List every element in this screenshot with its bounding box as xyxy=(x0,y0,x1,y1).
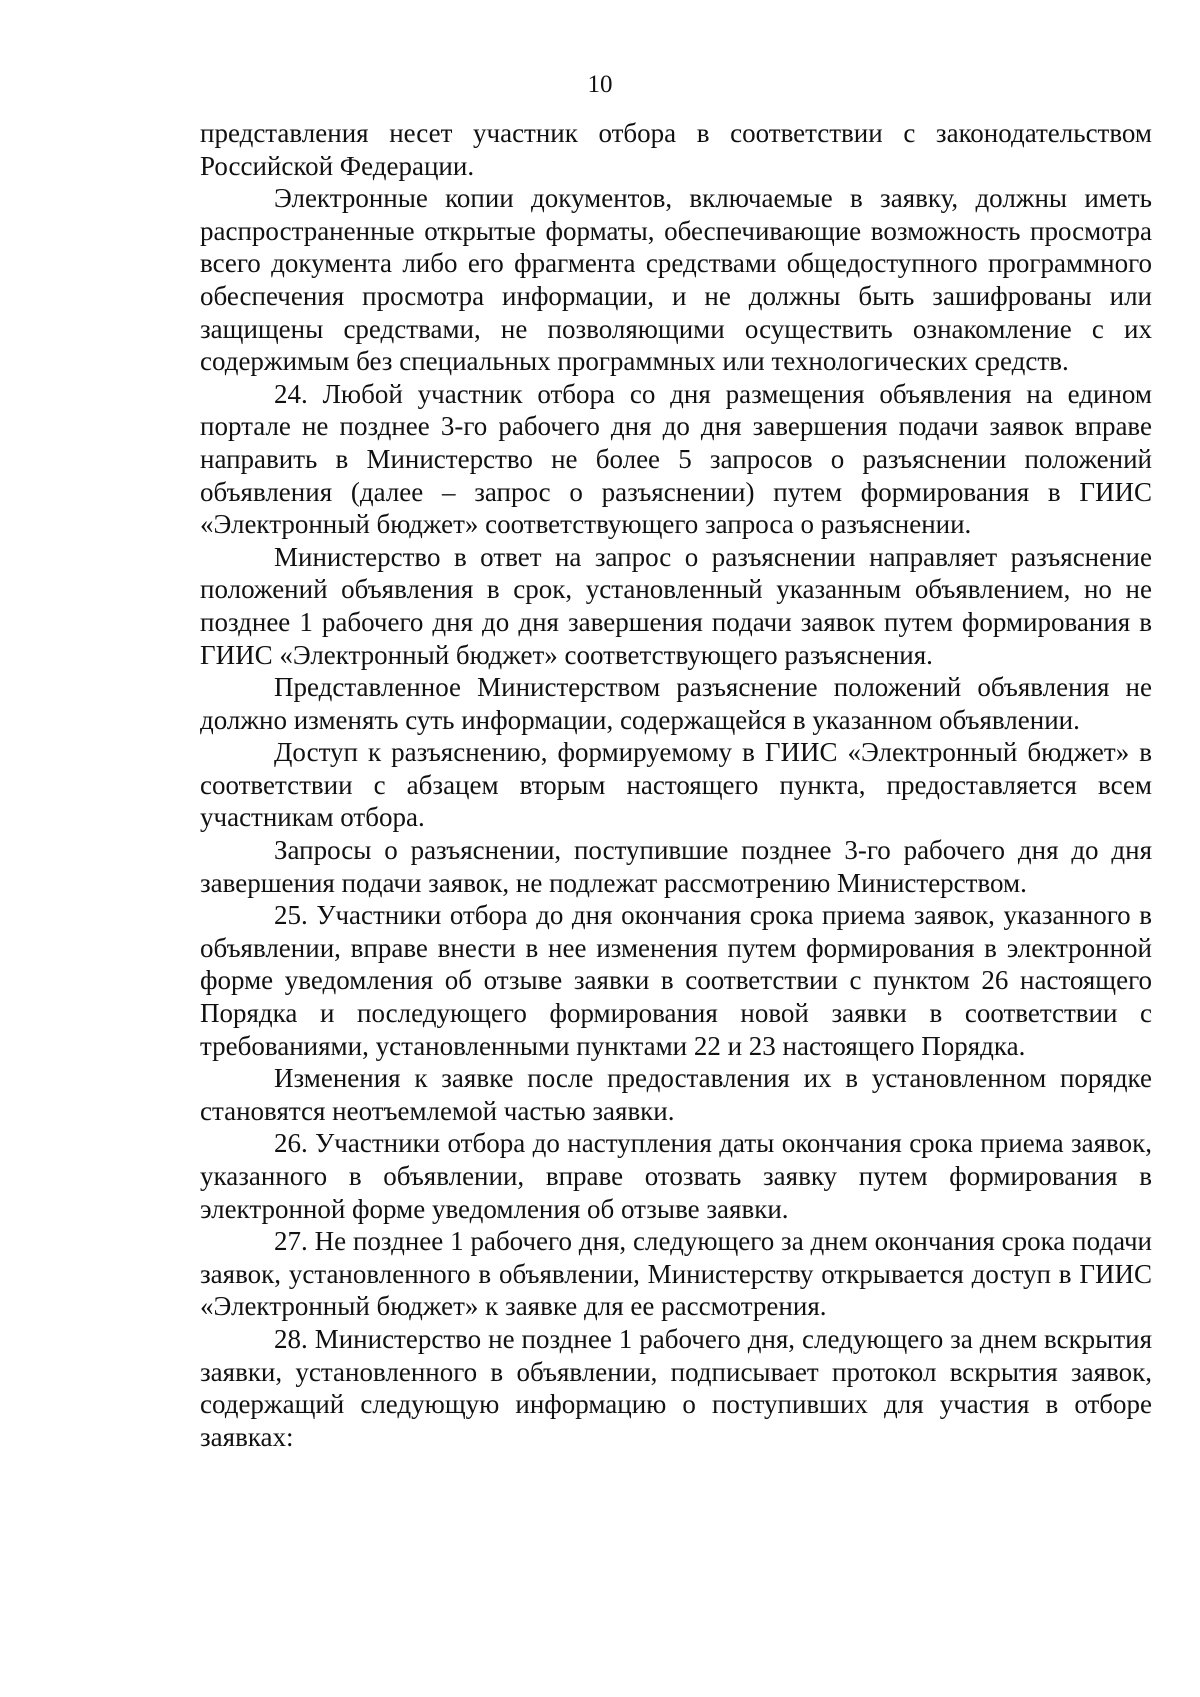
paragraph: Запросы о разъяснении, поступившие позднее 3-го рабочего дня до дня завершения подачи заявок, не подлежат рассмотрению Министерством. xyxy=(200,835,1152,898)
paragraph-item-24: 24. Любой участник отбора со дня размещения объявления на едином портале не позднее 3-го рабочего дня до дня завершения подачи заявок вправе направить в Министерство не более 5 запросов о разъяснении положений объявления (далее – запрос о разъяснении) путем формирования в ГИИС «Электронный бюджет» соответствующего запроса о разъяснении. xyxy=(200,378,1152,540)
paragraph: Изменения к заявке после предоставления их в установленном порядке становятся неотъемлемой частью заявки. xyxy=(200,1063,1152,1126)
paragraph: представления несет участник отбора в соответствии с законодательством Российской Федерации. xyxy=(200,118,1152,181)
paragraph-item-26: 26. Участники отбора до наступления даты окончания срока приема заявок, указанного в объявлении, вправе отозвать заявку путем формирования в электронной форме уведомления об отзыве заявки. xyxy=(200,1128,1152,1224)
paragraph-item-27: 27. Не позднее 1 рабочего дня, следующего за днем окончания срока подачи заявок, установленного в объявлении, Министерству открывается доступ в ГИИС «Электронный бюджет» к заявке для ее рассмотрения. xyxy=(200,1226,1152,1322)
paragraph: Электронные копии документов, включаемые в заявку, должны иметь распространенные открытые форматы, обеспечивающие возможность просмотра всего документа либо его фрагмента средствами общедоступного программного обеспечения просмотра информации, и не должны быть зашифрованы или защищены средствами, не позволяющими осуществить ознакомление с их содержимым без специальных программных или технологических средств. xyxy=(200,183,1152,377)
paragraph-item-28: 28. Министерство не позднее 1 рабочего дня, следующего за днем вскрытия заявки, установленного в объявлении, подписывает протокол вскрытия заявок, содержащий следующую информацию о поступивших для участия в отборе заявках: xyxy=(200,1323,1152,1452)
document-body xyxy=(200,117,1152,1453)
paragraph: Представленное Министерством разъяснение положений объявления не должно изменять суть информации, содержащейся в указанном объявлении. xyxy=(200,672,1152,735)
paragraph: Доступ к разъяснению, формируемому в ГИИС «Электронный бюджет» в соответствии с абзацем вторым настоящего пункта, предоставляется всем участникам отбора. xyxy=(200,737,1152,833)
page-number: 10 xyxy=(587,71,613,98)
paragraph: Министерство в ответ на запрос о разъяснении направляет разъяснение положений объявления в срок, установленный указанным объявлением, но не позднее 1 рабочего дня до дня завершения подачи заявок путем формирования в ГИИС «Электронный бюджет» соответствующего разъяснения. xyxy=(200,541,1152,670)
paragraph-item-25: 25. Участники отбора до дня окончания срока приема заявок, указанного в объявлении, вправе внести в нее изменения путем формирования в электронной форме уведомления об отзыве заявки в соответствии с пунктом 26 настоящего Порядка и последующего формирования новой заявки в соответствии с требованиями, установленными пунктами 22 и 23 настоящего Порядка. xyxy=(200,900,1152,1061)
